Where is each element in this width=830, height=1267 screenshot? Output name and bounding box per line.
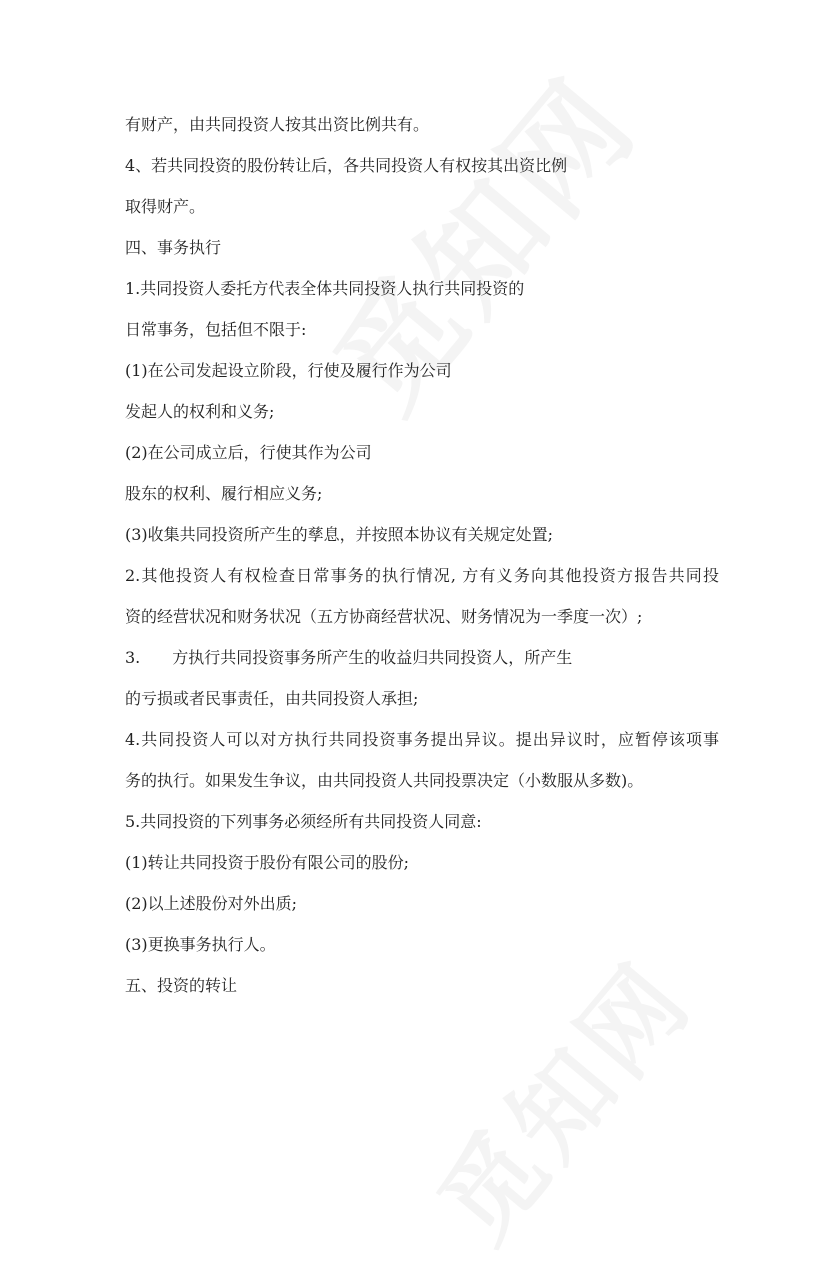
paragraph-line: (1)在公司发起设立阶段，行使及履行作为公司 <box>125 361 452 380</box>
paragraph-line: 有财产，由共同投资人按其出资比例共有。 <box>125 115 430 134</box>
paragraph-line: (1)转让共同投资于股份有限公司的股份; <box>125 853 410 872</box>
section-heading: 四、事务执行 <box>125 238 222 257</box>
paragraph-line: 5.共同投资的下列事务必须经所有共同投资人同意: <box>125 812 482 831</box>
document-body <box>125 104 725 1006</box>
paragraph-line: 3. 方执行共同投资事务所产生的收益归共同投资人，所产生 <box>125 648 573 667</box>
paragraph-line: (2)以上述股份对外出质; <box>125 894 298 913</box>
paragraph-line: 4.共同投资人可以对方执行共同投资事务提出异议。提出异议时，应暂停该项事 <box>125 730 719 749</box>
paragraph-line: (3)收集共同投资所产生的孳息，并按照本协议有关规定处置; <box>125 525 554 544</box>
paragraph-line: (3)更换事务执行人。 <box>125 935 276 954</box>
paragraph-line: 务的执行。如果发生争议，由共同投资人共同投票决定（小数服从多数)。 <box>125 771 644 790</box>
paragraph-line: 资的经营状况和财务状况（五方协商经营状况、财务情况为一季度一次）; <box>125 607 643 626</box>
paragraph-line: 2.其他投资人有权检查日常事务的执行情况, 方有义务向其他投资方报告共同投 <box>125 566 719 585</box>
paragraph-line: 的亏损或者民事责任，由共同投资人承担; <box>125 689 419 708</box>
paragraph-line: 股东的权利、履行相应义务; <box>125 484 323 503</box>
paragraph-line: 发起人的权利和义务; <box>125 402 275 421</box>
paragraph-line: 1.共同投资人委托方代表全体共同投资人执行共同投资的 <box>125 279 525 298</box>
section-heading: 五、投资的转让 <box>125 976 238 995</box>
paragraph-line: 4、若共同投资的股份转让后，各共同投资人有权按其出资比例 <box>125 156 568 175</box>
paragraph-line: (2)在公司成立后，行使其作为公司 <box>125 443 372 462</box>
paragraph-line: 日常事务，包括但不限于: <box>125 320 307 339</box>
paragraph-line: 取得财产。 <box>125 197 206 216</box>
